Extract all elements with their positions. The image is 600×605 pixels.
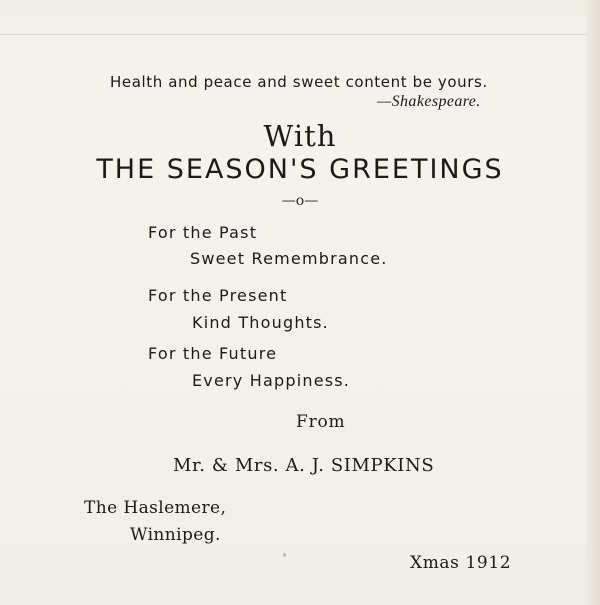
card-top-edge bbox=[0, 0, 600, 35]
title-with: With bbox=[263, 119, 337, 153]
wish-future-text: Every Happiness. bbox=[192, 371, 351, 390]
epigraph-quote: Health and peace and sweet content be yours. bbox=[110, 73, 488, 91]
wish-future-label: For the Future bbox=[148, 344, 278, 363]
card-right-edge bbox=[586, 0, 600, 605]
wish-past-text: Sweet Remembrance. bbox=[190, 249, 388, 268]
wish-present-label: For the Present bbox=[148, 286, 288, 305]
card-date: Xmas 1912 bbox=[410, 553, 512, 573]
from-label: From bbox=[296, 412, 346, 432]
title-seasons-greetings: THE SEASON'S GREETINGS bbox=[96, 154, 504, 185]
ornamental-divider: —o— bbox=[281, 193, 319, 209]
wish-past-label: For the Past bbox=[148, 223, 258, 242]
address-line-2: Winnipeg. bbox=[130, 525, 221, 545]
sender-names: Mr. & Mrs. A. J. SIMPKINS bbox=[173, 455, 435, 476]
epigraph-attribution: —Shakespeare. bbox=[377, 93, 481, 110]
paper-speck bbox=[283, 553, 286, 557]
address-line-1: The Haslemere, bbox=[84, 498, 227, 518]
wish-present-text: Kind Thoughts. bbox=[192, 313, 329, 332]
